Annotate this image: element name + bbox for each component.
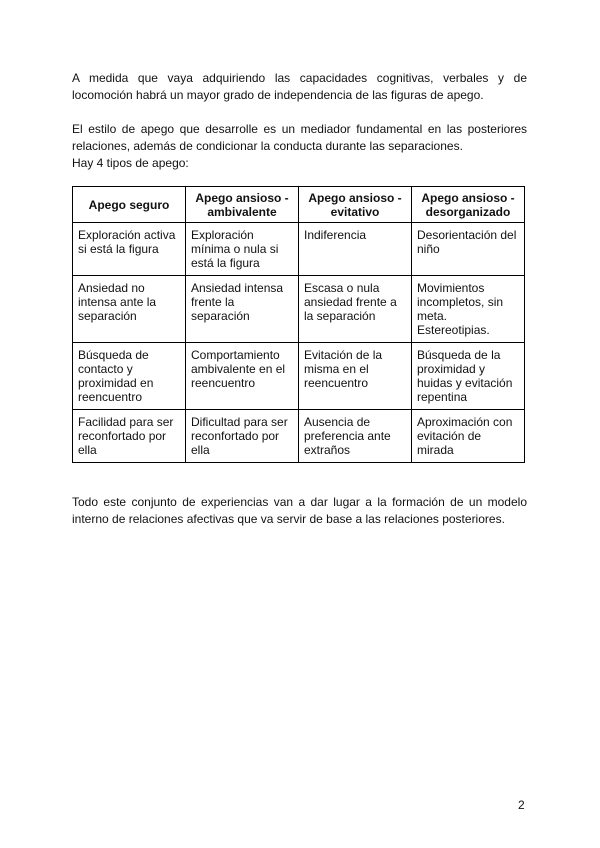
table-cell: Ansiedad no intensa ante la separación	[73, 276, 186, 343]
table-row	[73, 223, 525, 276]
conclusion-paragraph: Todo este conjunto de experiencias van a dar lugar a la formación de un modelo interno de relaciones afectivas que va servir de base a las relaciones posteriores.	[72, 495, 527, 526]
table-cell: Movimientos incompletos, sin meta. Estereotipias.	[412, 276, 525, 343]
header-avoidant: Apego ansioso - evitativo	[299, 187, 412, 223]
table-cell: Ausencia de preferencia ante extraños	[299, 410, 412, 463]
table-cell: Comportamiento ambivalente en el reencuentro	[186, 343, 299, 410]
table-row	[73, 276, 525, 343]
intro-paragraph: A medida que vaya adquiriendo las capacidades cognitivas, verbales y de locomoción habrá un mayor grado de independencia de las figuras de apego.	[72, 71, 527, 102]
table-row	[73, 343, 525, 410]
table-cell: Exploración mínima o nula si está la figura	[186, 223, 299, 276]
table-cell: Exploración activa si está la figura	[73, 223, 186, 276]
header-secure: Apego seguro	[73, 187, 186, 223]
attachment-types-table	[72, 186, 525, 463]
page-number: 2	[518, 798, 525, 812]
table-cell: Escasa o nula ansiedad frente a la separación	[299, 276, 412, 343]
table-cell: Búsqueda de la proximidad y huidas y evitación repentina	[412, 343, 525, 410]
table-cell: Búsqueda de contacto y proximidad en reencuentro	[73, 343, 186, 410]
attachment-style-paragraph: El estilo de apego que desarrolle es un mediador fundamental en las posteriores relaciones, además de condicionar la conducta durante las separaciones.	[72, 122, 527, 153]
document-page	[72, 70, 527, 528]
table-cell: Aproximación con evitación de mirada	[412, 410, 525, 463]
table-cell: Indiferencia	[299, 223, 412, 276]
table-cell: Dificultad para ser reconfortado por ella	[186, 410, 299, 463]
table-cell: Desorientación del niño	[412, 223, 525, 276]
table-cell: Facilidad para ser reconfortado por ella	[73, 410, 186, 463]
attachment-types-intro: Hay 4 tipos de apego:	[72, 156, 189, 170]
table-row	[73, 410, 525, 463]
header-disorganized: Apego ansioso - desorganizado	[412, 187, 525, 223]
header-ambivalent: Apego ansioso - ambivalente	[186, 187, 299, 223]
table-cell: Ansiedad intensa frente la separación	[186, 276, 299, 343]
table-cell: Evitación de la misma en el reencuentro	[299, 343, 412, 410]
table-header-row	[73, 187, 525, 223]
